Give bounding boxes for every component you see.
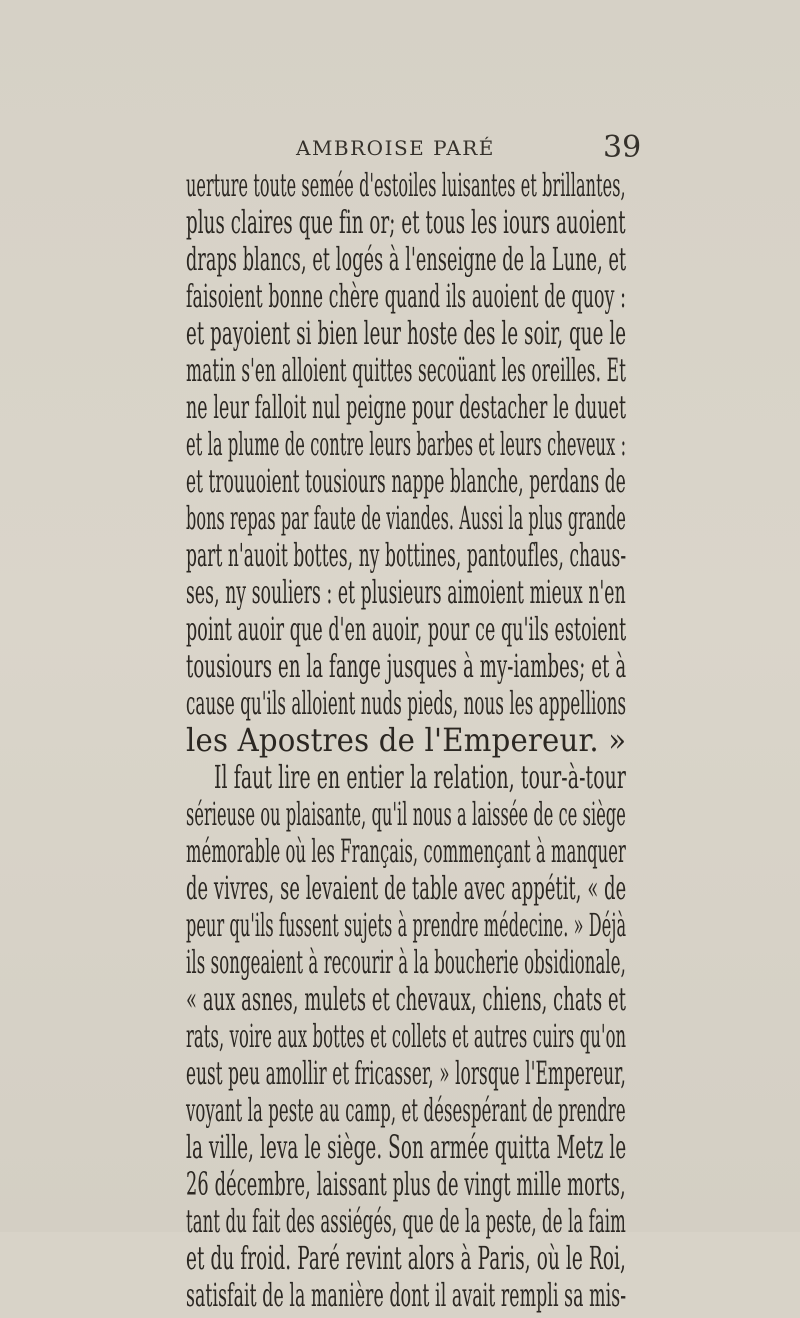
text-line: part n'auoit bottes, ny bottines, pantoufles, chaus-: [186, 538, 627, 574]
text-line: cause qu'ils alloient nuds pieds, nous les appellions: [186, 686, 627, 722]
text-line: tousiours en la fange jusques à my-iambes; et à: [186, 649, 627, 685]
text-line: et du froid. Paré revint alors à Paris, où le Roi,: [186, 1241, 627, 1277]
text-line: les Apostres de l'Empereur. »: [186, 723, 627, 759]
text-line: eust peu amollir et fricasser, » lorsque l'Empereur,: [186, 1056, 626, 1092]
text-line: mémorable où les Français, commençant à manquer: [186, 834, 626, 870]
text-line: ils songeaient à recourir à la boucherie obsidionale,: [186, 945, 626, 981]
text-line: la ville, leva le siège. Son armée quitta Metz le: [186, 1130, 627, 1166]
text-line: de vivres, se levaient de table avec appétit, « de: [186, 871, 627, 907]
text-line: tant du fait des assiégés, que de la peste, de la faim: [186, 1204, 626, 1240]
text-line: 26 décembre, laissant plus de vingt mille morts,: [186, 1167, 626, 1203]
text-line: draps blancs, et logés à l'enseigne de la Lune, et: [186, 242, 627, 278]
text-line: peur qu'ils fussent sujets à prendre médecine. » Déjà: [186, 908, 627, 944]
text-line: ses, ny souliers : et plusieurs aimoient mieux n'en: [186, 575, 626, 611]
text-line: plus claires que fin or; et tous les iours auoient: [186, 205, 626, 241]
text-line: satisfait de la manière dont il avait rempli sa mis-: [186, 1278, 627, 1314]
text-line: rats, voire aux bottes et collets et autres cuirs qu'on: [186, 1019, 627, 1055]
text-line: ne leur falloit nul peigne pour destacher le duuet: [186, 390, 627, 426]
page-number: 39: [603, 130, 642, 165]
text-line: voyant la peste au camp, et désespérant de prendre: [186, 1093, 626, 1129]
running-head-title: AMBROISE PARÉ: [296, 136, 495, 160]
text-line: et trouuoient tousiours nappe blanche, perdans de: [186, 464, 626, 500]
text-line: uerture toute semée d'estoiles luisantes et brillantes,: [186, 168, 626, 204]
text-line: « aux asnes, mulets et chevaux, chiens, chats et: [186, 982, 627, 1018]
text-line: point auoir que d'en auoir, pour ce qu'ils estoient: [186, 612, 627, 648]
text-line: Il faut lire en entier la relation, tour-à-tour: [214, 760, 626, 796]
text-line: matin s'en alloient quittes secoüant les oreilles. Et: [186, 353, 626, 389]
running-head: [0, 130, 800, 170]
text-line: faisoient bonne chère quand ils auoient de quoy :: [186, 279, 627, 315]
text-line: et la plume de contre leurs barbes et leurs cheveux :: [186, 427, 627, 463]
text-line: bons repas par faute de viandes. Aussi la plus grande: [186, 501, 626, 537]
text-line: sérieuse ou plaisante, qu'il nous a laissée de ce siège: [186, 797, 626, 833]
text-line: et payoient si bien leur hoste des le soir, que le: [186, 316, 627, 352]
